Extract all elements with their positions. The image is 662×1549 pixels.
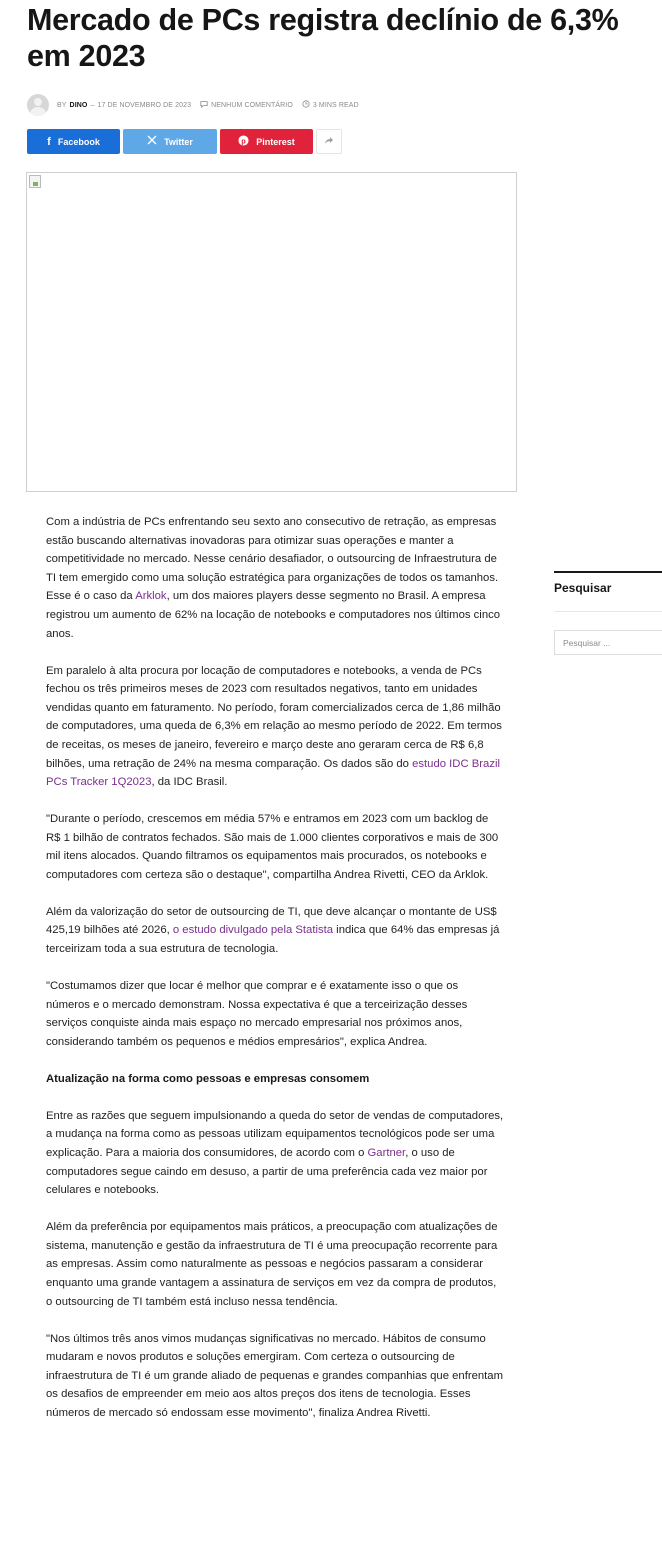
widget-title: Pesquisar: [554, 581, 612, 595]
widget-top-rule: [554, 571, 662, 573]
paragraph-2: Em paralelo à alta procura por locação de computadores e notebooks, a venda de PCs fechou os três primeiros meses de 2023 com resultados negativos, tanto em unidades vendidas quanto em faturamento. No período, foram comercializados cerca de 1,86 milhão de computadores, uma queda de 6,3% em relação ao mesmo período de 2022. Em termos de receitas, os meses de janeiro, fevereiro e março deste ano geraram cerca de R$ 6,8 bilhões, uma retração de 24% na mesma comparação. Os dados são do estudo IDC Brazil PCs Tracker 1Q2023, da IDC Brasil.: [46, 664, 502, 789]
paragraph-6: Entre as razões que seguem impulsionando a queda do setor de vendas de computadores, a mudança na forma como as pessoas utilizam equipamentos tecnológicos pode ser uma explicação. Para a maioria dos consumidores, de acordo com o Gartner, o uso de computadores segue caindo em desuso, a partir de uma preferência cada vez maior por celulares e notebooks.: [46, 1109, 504, 1197]
section-heading: Atualização na forma como pessoas e empresas consomem: [46, 1072, 370, 1085]
paragraph-1: Com a indústria de PCs enfrentando seu sexto ano consecutivo de retração, as empresas estão buscando alternativas inovadoras para otimizar suas operações e manter a competitividade no mercado. Nesse cenário desafiador, o outsourcing de Infraestrutura de TI tem emergido como uma solução estratégica para organizações de todos os tamanhos. Esse é o caso da Arklok, um dos maiores players desse segmento no Brasil. A empresa registrou um aumento de 62% na locação de notebooks e computadores nos últimos cinco anos.: [46, 516, 501, 640]
share-pinterest-label: Pinterest: [256, 136, 295, 147]
article-title: Mercado de PCs registra declínio de 6,3% em 2023: [27, 3, 619, 73]
article-body: [46, 513, 504, 1441]
gartner-link[interactable]: Gartner: [367, 1146, 406, 1159]
widget-divider: [554, 611, 662, 612]
arklok-link[interactable]: Arklok: [135, 590, 167, 603]
post-date: 17 DE NOVEMBRO DE 2023: [97, 101, 192, 109]
paragraph-7: Além da preferência por equipamentos mais práticos, a preocupação com atualizações de sistema, manutenção e gestão da infraestrutura de TI é uma preocupação recorrente para as empresas. Assim como naturalmente as pessoas e negócios passaram a considerar enquanto uma grande vantagem a assinatura de serviços em vez da compra de produtos, o outsourcing de TI também está incluso nessa tendência.: [46, 1221, 498, 1308]
search-input[interactable]: Pesquisar ...: [554, 630, 662, 655]
share-twitter-label: Twitter: [164, 136, 193, 147]
share-facebook-label: Facebook: [57, 136, 100, 147]
share-pinterest-button[interactable]: [220, 129, 313, 154]
article-meta: BY DINO – 17 DE NOVEMBRO DE 2023 NENHUM COMENTÁRIO 3 MINS READ: [27, 94, 359, 116]
broken-image-icon: [29, 175, 41, 188]
share-twitter-button[interactable]: [123, 129, 217, 154]
comments-link[interactable]: NENHUM COMENTÁRIO: [211, 101, 293, 109]
paragraph-5: "Costumamos dizer que locar é melhor que comprar e é exatamente isso o que os números e o mercado demonstram. Nossa expectativa é que a terceirização desses serviços conquiste ainda mais espaço no mercado empresarial nos próximos anos, considerando também os pequenos e médios empresários", explica Andrea.: [46, 980, 468, 1048]
paragraph-4: Além da valorização do setor de outsourcing de TI, que deve alcançar o montante de US$ 425,19 bilhões até 2026, o estudo divulgado pela Statista indica que 64% das empresas já terceirizam toda a sua estrutura de tecnologia.: [46, 905, 500, 956]
share-bar: [27, 129, 345, 154]
author-link[interactable]: DINO: [69, 101, 88, 109]
share-facebook-button[interactable]: [27, 129, 120, 154]
share-more-button[interactable]: [316, 129, 342, 154]
read-time: 3 MINS READ: [312, 101, 359, 109]
featured-image-placeholder: [26, 172, 517, 492]
clock-icon: [302, 100, 310, 110]
paragraph-3: "Durante o período, crescemos em média 57% e entramos em 2023 com um backlog de R$ 1 bilhão de contratos fechados. São mais de 1.000 clientes corporativos e mais de 300 mil itens alocados. Quando filtramos os equipamentos mais procurados, os notebooks e computadores com certeza são o destaque", compartilha Andrea Rivetti, CEO da Arklok.: [46, 813, 499, 881]
svg-text:p: p: [241, 135, 246, 145]
comment-icon: [200, 100, 208, 110]
sidebar-search-widget: [554, 571, 662, 655]
facebook-icon: f: [47, 135, 51, 148]
paragraph-8: "Nos últimos três anos vimos mudanças significativas no mercado. Hábitos de consumo mudaram e novos produtos e soluções emergiram. Com certeza o outsourcing de infraestrutura de TI é um grande aliado de pequenas e grandes companhias que enfrentam os desafios de empreender em meio aos altos preços dos itens de tecnologia. Esses números de mercado só endossam esse movimento", finaliza Andrea Rivetti.: [46, 1332, 503, 1419]
author-avatar[interactable]: [27, 94, 49, 116]
by-label: BY: [57, 101, 67, 109]
pinterest-icon: [238, 135, 249, 149]
x-icon: [147, 135, 157, 148]
statista-link[interactable]: o estudo divulgado pela Statista: [172, 924, 334, 937]
share-icon: [324, 136, 334, 148]
idc-study-link[interactable]: estudo IDC Brazil PCs Tracker 1Q2023: [46, 757, 501, 789]
